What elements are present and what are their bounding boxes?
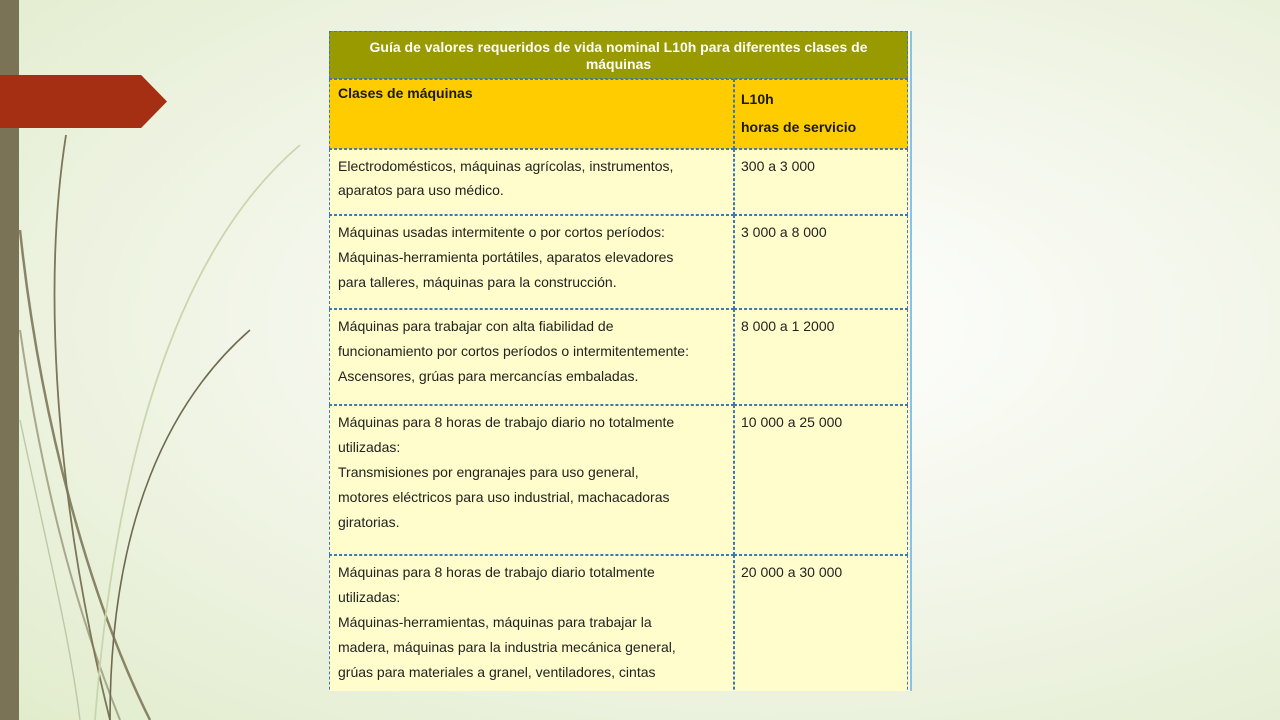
cell-line: utilizadas: bbox=[338, 589, 401, 605]
cell-line: giratorias. bbox=[338, 514, 400, 530]
red-arrow-accent bbox=[0, 75, 167, 128]
hours-value: 300 a 3 000 bbox=[741, 158, 815, 174]
table-row bbox=[329, 555, 908, 691]
cell-line: Máquinas usadas intermitente o por cortos períodos: bbox=[338, 224, 665, 240]
table-row bbox=[329, 215, 908, 309]
hours-value: 20 000 a 30 000 bbox=[741, 564, 843, 580]
header-l10h-label: L10h bbox=[741, 91, 774, 107]
machine-class-cell bbox=[329, 309, 734, 405]
cell-line: para talleres, máquinas para la construcción. bbox=[338, 274, 617, 290]
machine-class-cell bbox=[329, 405, 734, 555]
header-l10h bbox=[734, 79, 908, 149]
cell-line: Ascensores, grúas para mercancías embaladas. bbox=[338, 368, 639, 384]
cell-line: Máquinas-herramienta portátiles, aparatos elevadores bbox=[338, 249, 674, 265]
service-hours-cell bbox=[734, 149, 908, 215]
header-service-hours-label: horas de servicio bbox=[741, 119, 857, 135]
cell-line: Máquinas-herramientas, máquinas para trabajar la bbox=[338, 614, 652, 630]
cell-line: motores eléctricos para uso industrial, machacadoras bbox=[338, 489, 670, 505]
hours-value: 8 000 a 1 2000 bbox=[741, 318, 835, 334]
table-title: Guía de valores requeridos de vida nominal L10h para diferentes clases de máquinas bbox=[329, 31, 908, 79]
service-hours-cell bbox=[734, 555, 908, 691]
hours-value: 10 000 a 25 000 bbox=[741, 414, 843, 430]
header-machine-classes-label: Clases de máquinas bbox=[338, 85, 473, 101]
machine-class-cell bbox=[329, 149, 734, 215]
cell-line: Máquinas para 8 horas de trabajo diario no totalmente bbox=[338, 414, 675, 430]
cell-line: utilizadas: bbox=[338, 439, 401, 455]
cell-line: Máquinas para 8 horas de trabajo diario totalmente bbox=[338, 564, 655, 580]
machine-class-cell bbox=[329, 555, 734, 691]
machine-class-cell bbox=[329, 215, 734, 309]
table-row bbox=[329, 149, 908, 215]
cell-line: aparatos para uso médico. bbox=[338, 182, 504, 198]
table-header-row bbox=[329, 79, 908, 149]
cell-line: funcionamiento por cortos períodos o intermitentemente: bbox=[338, 343, 689, 359]
table-row bbox=[329, 309, 908, 405]
hours-value: 3 000 a 8 000 bbox=[741, 224, 827, 240]
bearing-life-table bbox=[329, 31, 912, 691]
cell-line: Electrodomésticos, máquinas agrícolas, instrumentos, bbox=[338, 158, 674, 174]
service-hours-cell bbox=[734, 309, 908, 405]
cell-line: Transmisiones por engranajes para uso general, bbox=[338, 464, 639, 480]
cell-line: madera, máquinas para la industria mecánica general, bbox=[338, 639, 676, 655]
header-machine-classes bbox=[329, 79, 734, 149]
cell-line: grúas para materiales a granel, ventiladores, cintas bbox=[338, 664, 656, 680]
table-row bbox=[329, 405, 908, 555]
service-hours-cell bbox=[734, 405, 908, 555]
cell-line: Máquinas para trabajar con alta fiabilidad de bbox=[338, 318, 614, 334]
service-hours-cell bbox=[734, 215, 908, 309]
